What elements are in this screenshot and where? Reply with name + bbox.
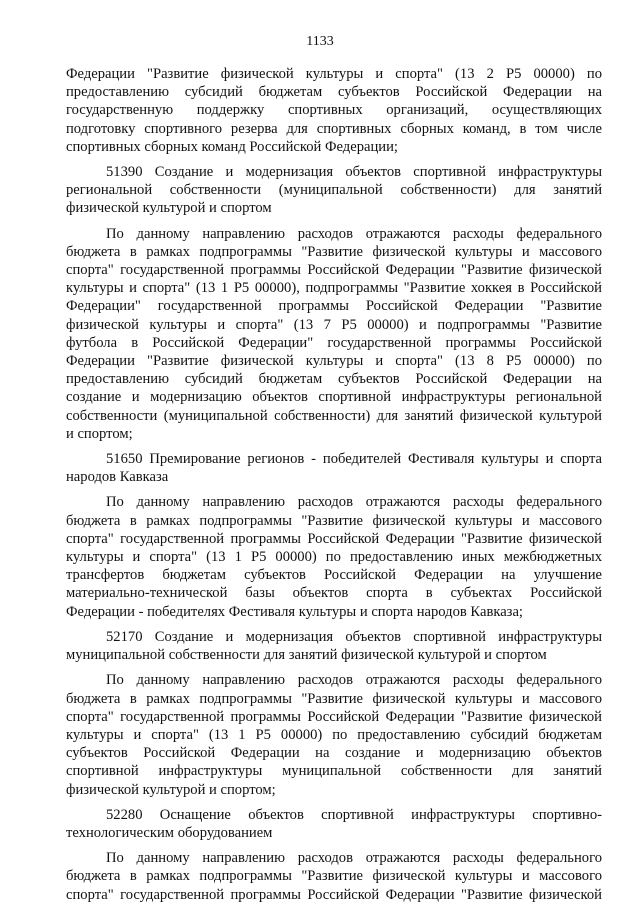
paragraph (66, 163, 602, 218)
text-line: создание и модернизацию объектов спортивной инфраструктуры региональной (66, 389, 602, 406)
text-line: Федерации" государственной программы Российской Федерации "Развитие (66, 298, 602, 315)
text-line: культуры и спорта" (13 1 Р5 00000) по предоставлению субсидий бюджетам (66, 726, 602, 743)
text-line: По данному направлению расходов отражаются расходы федерального (106, 672, 602, 689)
text-line: 51650 Премирование регионов - победителей Фестиваля культуры и спорта (106, 451, 602, 468)
text-line: спорта" государственной программы Российской Федерации "Развитие физической (66, 708, 602, 725)
text-line: предоставлению субсидий бюджетам субъектов Российской Федерации на (66, 84, 602, 101)
text-line: предоставлению субсидий бюджетам субъектов Российской Федерации на (66, 371, 602, 388)
text-line: государственную поддержку спортивных организаций, осуществляющих (66, 102, 602, 119)
text-line: материально-технической базы объектов спорта в субъектах Российской (66, 585, 602, 602)
document-body (66, 65, 602, 911)
text-line: народов Кавказа (66, 469, 169, 486)
text-line: 51390 Создание и модернизация объектов спортивной инфраструктуры (106, 164, 602, 181)
text-line: технологическим оборудованием (66, 824, 273, 841)
text-line: бюджета в рамках подпрограммы "Развитие физической культуры и массового (66, 868, 602, 885)
paragraph (66, 65, 602, 156)
text-line: спортивных сборных команд Российской Федерации; (66, 138, 398, 155)
text-line: бюджета в рамках подпрограммы "Развитие физической культуры и массового (66, 243, 602, 260)
paragraph (66, 671, 602, 798)
text-line: культуры и спорта" (13 1 Р5 00000) по предоставлению иных межбюджетных (66, 549, 602, 566)
text-line: региональной собственности (муниципальной собственности) для занятий (66, 182, 602, 199)
text-line: спорта" государственной программы Российской Федерации "Развитие физической (66, 530, 602, 547)
text-line: подготовку спортивного резерва для спортивных сборных команд, в том числе (66, 120, 602, 137)
paragraph (66, 806, 602, 842)
text-line: По данному направлению расходов отражаются расходы федерального (106, 225, 602, 242)
text-line: бюджета в рамках подпрограммы "Развитие физической культуры и массового (66, 690, 602, 707)
text-line: Федерации "Развитие физической культуры и спорта" (13 8 Р5 00000) по (66, 353, 602, 370)
text-line: спортивной инфраструктуры муниципальной собственности для занятий (66, 763, 602, 780)
text-line: спорта" государственной программы Российской Федерации "Развитие физической (66, 262, 602, 279)
page-number: 1133 (306, 34, 334, 49)
paragraph (66, 493, 602, 620)
text-line: 52280 Оснащение объектов спортивной инфраструктуры спортивно- (106, 806, 602, 823)
text-line: муниципальной собственности для занятий физической культурой и спортом (66, 647, 547, 664)
text-line: культуры и спорта" (13 1 Р5 00000), подпрограммы "Развитие хоккея в Российской (66, 280, 602, 297)
text-line: физической культурой и спортом; (66, 781, 276, 798)
text-line: По данному направлению расходов отражаются расходы федерального (106, 850, 602, 867)
text-line: Федерации "Развитие физической культуры и спорта" (13 2 Р5 00000) по (66, 66, 602, 82)
text-line: трансфертов бюджетам субъектов Российской Федерации на улучшение (66, 567, 602, 584)
text-line: физической культуры и спорта" (13 7 Р5 00000) и подпрограммы "Развитие (66, 316, 602, 333)
text-line: Федерации - победителях Фестиваля культуры и спорта народов Кавказа; (66, 603, 523, 620)
text-line: 52170 Создание и модернизация объектов спортивной инфраструктуры (106, 628, 602, 645)
text-line: субъектов Российской Федерации на создание и модернизацию объектов (66, 745, 602, 762)
text-line: бюджета в рамках подпрограммы "Развитие физической культуры и массового (66, 512, 602, 529)
text-line: и спортом; (66, 425, 133, 442)
text-line: спорта" государственной программы Российской Федерации "Развитие физической (66, 886, 602, 903)
paragraph (66, 849, 602, 904)
paragraph (66, 225, 602, 443)
paragraph (66, 628, 602, 664)
paragraph (66, 450, 602, 486)
text-line: физической культурой и спортом (66, 200, 272, 217)
text-line: футбола в Российской Федерации" государственной программы Российской (66, 334, 602, 351)
text-line: По данному направлению расходов отражаются расходы федерального (106, 494, 602, 511)
text-line: собственности (муниципальной собственности) для занятий физической культурой (66, 407, 602, 424)
